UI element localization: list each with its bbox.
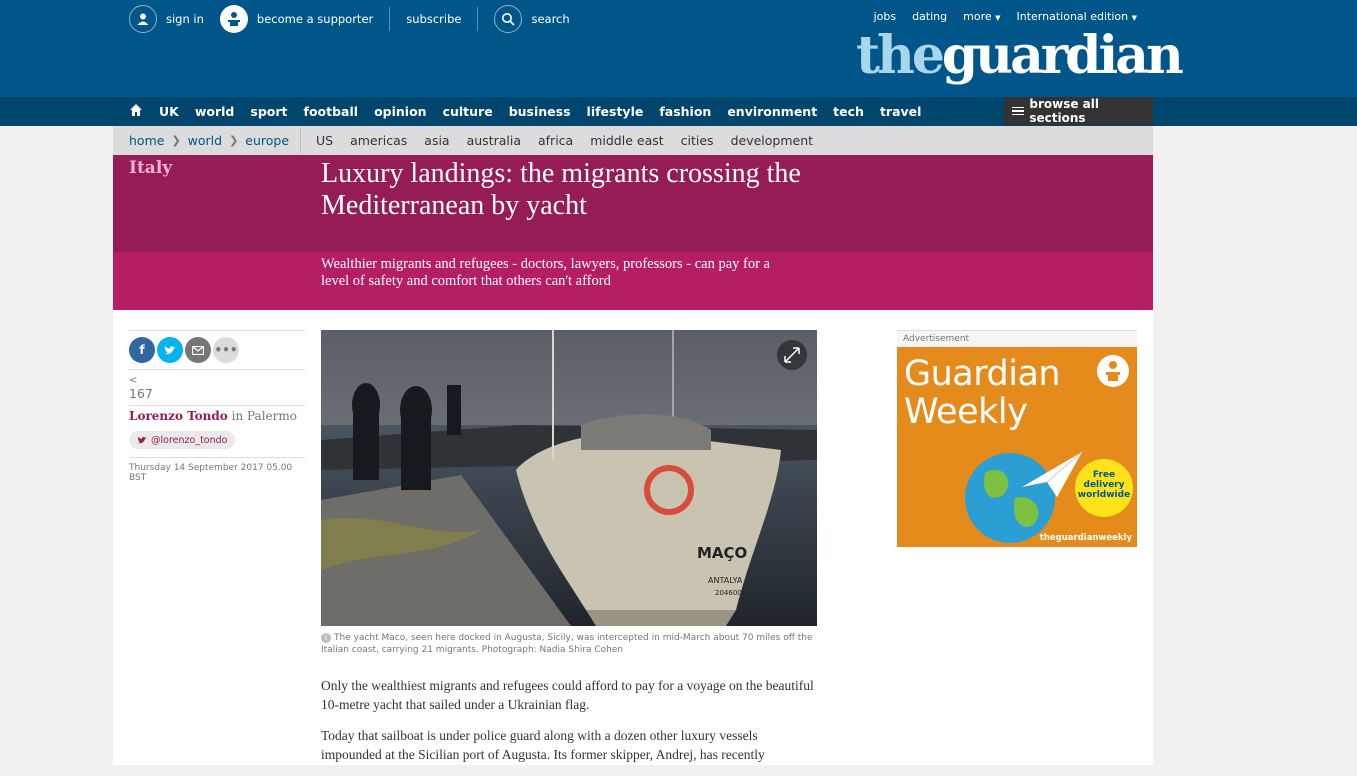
image-caption (321, 632, 821, 656)
paragraph: Today that sailboat is under police guard along with a dozen other luxury vessels impounded at the Sicilian port of Augusta. Its former skipper, Andrej, has recently (321, 728, 765, 762)
advertisement (897, 330, 1137, 547)
paragraph: Only the wealthiest migrants and refugees could afford to pay for a voyage on the beautiful 10-metre yacht that sailed under a Ukrainian flag. (321, 678, 814, 712)
share-count (129, 369, 305, 401)
breadcrumb-home[interactable]: home (129, 133, 165, 148)
guardian-weekly-ad[interactable] (897, 347, 1137, 547)
twitter-handle: @lorenzo_tondo (151, 434, 228, 446)
divider (477, 7, 478, 31)
divider (300, 128, 301, 153)
region-links (316, 126, 830, 155)
top-right-links (874, 10, 1137, 23)
share-icon: < (129, 375, 138, 386)
nav-item-travel[interactable]: travel (879, 104, 922, 119)
nav-item-sport[interactable]: sport (250, 104, 288, 119)
badge-line1: Free (1092, 470, 1116, 480)
share-count-value: 167 (129, 386, 153, 401)
twitter-handle-link[interactable] (129, 431, 235, 449)
nav-item-world[interactable]: world (194, 104, 235, 119)
region-asia[interactable]: asia (424, 133, 450, 148)
author-name[interactable]: Lorenzo Tondo (129, 409, 228, 423)
region-africa[interactable]: africa (538, 133, 574, 148)
search-label: search (531, 12, 570, 26)
region-us[interactable]: US (316, 133, 334, 148)
top-bar (129, 4, 586, 34)
boat-number-text: 2046008 (715, 589, 747, 597)
chevron-down-icon: ▼ (995, 14, 1001, 22)
badge-line3: worldwide (1077, 490, 1131, 500)
badge-line2: delivery (1083, 480, 1125, 490)
info-icon: i (321, 633, 331, 643)
divider (389, 7, 390, 31)
browse-all-label: browse all sections (1029, 97, 1099, 125)
guardian-logo[interactable] (856, 26, 1181, 86)
profile-icon (129, 5, 157, 33)
more-share-button[interactable] (213, 337, 239, 363)
ad-title (904, 355, 1060, 431)
become-supporter-link[interactable] (220, 5, 373, 33)
jobs-link[interactable]: jobs (873, 10, 897, 23)
home-icon[interactable] (129, 103, 143, 120)
chevron-right-icon: ❯ (229, 134, 239, 147)
nav-item-football[interactable]: football (303, 104, 359, 119)
sign-in-link[interactable] (129, 5, 204, 33)
article-content (113, 310, 1153, 765)
caption-text: The yacht Maco, seen here docked in Augusta, Sicily, was intercepted in mid-March about 70 miles off the Italian coast, carrying 21 migrants. Photograph: Nadia Shira Cohen (321, 633, 813, 655)
twitter-icon (164, 345, 176, 355)
nav-item-fashion[interactable]: fashion (659, 104, 712, 119)
nav-item-opinion[interactable]: opinion (374, 104, 427, 119)
ad-url: theguardianweekly (1039, 533, 1132, 543)
facebook-icon: f (139, 343, 145, 357)
author-location: in Palermo (231, 409, 297, 423)
headline-band (113, 155, 1153, 252)
logo-the: the (856, 25, 942, 86)
section-kicker[interactable]: Italy (129, 158, 173, 178)
menu-icon (1012, 105, 1024, 118)
nav-item-culture[interactable]: culture (442, 104, 493, 119)
search-icon (494, 5, 522, 33)
byline (129, 405, 305, 423)
breadcrumb (129, 126, 289, 155)
region-cities[interactable]: cities (680, 133, 714, 148)
boat-name-text: MAÇO (697, 544, 748, 562)
region-australia[interactable]: australia (466, 133, 521, 148)
nav-item-tech[interactable]: tech (833, 104, 864, 119)
browse-all-sections-button[interactable] (1004, 97, 1153, 125)
region-americas[interactable]: americas (350, 133, 408, 148)
more-label: more (963, 10, 992, 23)
become-supporter-label: become a supporter (256, 12, 374, 26)
guardian-roundel-icon (220, 5, 248, 33)
main-image[interactable] (321, 330, 817, 626)
email-share-button[interactable] (185, 337, 211, 363)
article-body (321, 676, 821, 776)
site-header (0, 0, 1357, 97)
region-middle-east[interactable]: middle east (590, 133, 664, 148)
article-meta (129, 330, 305, 483)
ellipsis-icon: ••• (214, 343, 238, 357)
edition-label: International edition (1016, 10, 1129, 23)
boat-home-text: ANTALYA (708, 576, 743, 585)
region-development[interactable]: development (730, 133, 814, 148)
article-headline: Luxury landings: the migrants crossing the Mediterranean by yacht (321, 158, 801, 221)
logo-guardian: guardian (941, 25, 1181, 86)
breadcrumb-world[interactable]: world (187, 133, 223, 148)
standfirst-band (113, 252, 1153, 310)
sub-nav (113, 126, 1153, 155)
breadcrumb-europe[interactable]: europe (245, 133, 290, 148)
twitter-share-button[interactable] (157, 337, 183, 363)
ad-title-line2: Weekly (904, 392, 1028, 432)
chevron-right-icon: ❯ (171, 134, 181, 147)
more-menu[interactable] (963, 10, 1000, 23)
guardian-roundel-icon (1097, 355, 1129, 387)
article-standfirst: Wealthier migrants and refugees - doctors, lawyers, professors - can pay for a level of safety and comfort that others can't afford (321, 256, 770, 289)
subscribe-label: subscribe (406, 12, 462, 26)
nav-item-environment[interactable]: environment (727, 104, 818, 119)
edition-menu[interactable] (1017, 10, 1137, 23)
main-nav (0, 97, 1357, 126)
email-icon (192, 346, 204, 355)
ad-title-line1: Guardian (904, 354, 1061, 394)
publish-date: Thursday 14 September 2017 05.00 BST (129, 457, 305, 483)
nav-item-lifestyle[interactable]: lifestyle (586, 104, 644, 119)
chevron-down-icon: ▼ (1131, 14, 1137, 22)
advertisement-label: Advertisement (897, 330, 1137, 347)
dating-link[interactable]: dating (912, 10, 948, 23)
free-delivery-badge (1075, 459, 1133, 517)
subscribe-link[interactable] (406, 12, 461, 26)
twitter-icon (137, 436, 147, 444)
facebook-share-button[interactable] (129, 337, 155, 363)
nav-item-business[interactable]: business (508, 104, 571, 119)
share-buttons (129, 330, 305, 363)
nav-item-uk[interactable]: UK (159, 104, 179, 119)
sign-in-label: sign in (166, 12, 204, 26)
nav-links (129, 97, 937, 126)
search-link[interactable] (494, 5, 569, 33)
